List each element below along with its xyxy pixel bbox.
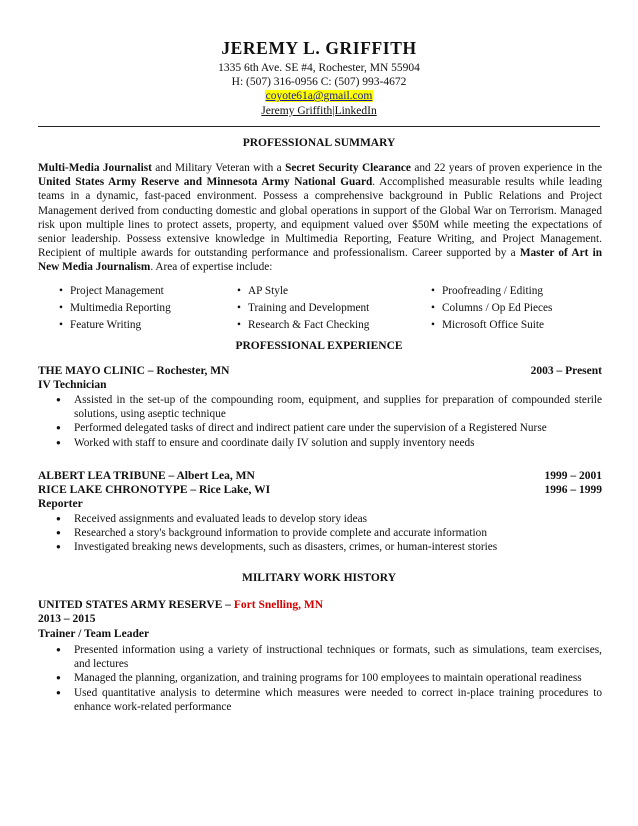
job2-bullets: [56, 512, 602, 555]
email-line: [0, 89, 638, 103]
summary-text-1: and Military Veteran with a: [151, 162, 286, 174]
list-item: ● Used quantitative analysis to determine which measures were needed to correct in-place training procedures to enhance work-related performance: [56, 686, 602, 714]
job2-employer-1: ALBERT LEA TRIBUNE – Albert Lea, MN: [38, 470, 255, 482]
military-bullets: [56, 643, 602, 714]
phone-numbers: H: (507) 316-0956 C: (507) 993-4672: [231, 76, 407, 88]
summary-text-3: . Accomplished measurable results while leading teams in a dynamic, fast-paced environment. Possess a comprehensive background in Public Relations and Project Management derived from conducting domestic and global operations in support of the Global War on Terrorism. Managed risk upon multiple lines to protect assets, property, and equipment valued over $50M while meeting the expectations of senior leadership. Possess extensive knowledge in Multimedia Reporting, Feature Writing, and Project Management. Recipient of multiple awards for outstanding performance and professionalism. Career supported by a: [38, 176, 602, 260]
address: 1335 6th Ave. SE #4, Rochester, MN 55904: [218, 62, 420, 74]
experience-heading: PROFESSIONAL EXPERIENCE: [235, 340, 403, 352]
summary-bold-3: United States Army Reserve and Minnesota Army National Guard: [38, 176, 373, 189]
job1-bullets: [56, 393, 602, 450]
military-location: Fort Snelling, MN: [233, 599, 324, 611]
job2-dates-1: 1999 – 2001: [544, 470, 602, 482]
list-item: ● Presented information using a variety of instructional techniques or formats, such as simulations, team exercises, and lectures: [56, 643, 602, 671]
summary-paragraph: [38, 161, 602, 275]
candidate-name: JEREMY L. GRIFFITH: [221, 38, 417, 58]
summary-bold-2: Secret Security Clearance: [285, 162, 411, 174]
header-divider: [38, 126, 600, 127]
job2-header-1: [38, 469, 602, 483]
linkedin-link[interactable]: Jeremy Griffith|LinkedIn: [261, 105, 377, 117]
job1-role: IV Technician: [38, 379, 107, 391]
list-item: ● Assisted in the set-up of the compounding room, equipment, and supplies for preparation of compounded sterile solutions, using aseptic technique: [56, 393, 602, 421]
military-role: Trainer / Team Leader: [38, 628, 150, 640]
list-item: ● Researched a story's background information to provide complete and accurate information: [56, 526, 602, 540]
skill-item: • Multimedia Reporting: [59, 302, 171, 314]
military-heading: MILITARY WORK HISTORY: [241, 572, 397, 584]
list-item: ● Managed the planning, organization, and training programs for 100 employees to maintain operational readiness: [56, 671, 602, 685]
job2-dates-2: 1996 – 1999: [544, 484, 602, 496]
list-item: ● Worked with staff to ensure and coordinate daily IV solution and supply inventory needs: [56, 436, 602, 450]
skill-item: • AP Style: [237, 285, 289, 297]
skill-item: • Research & Fact Checking: [237, 319, 370, 331]
skill-item: • Project Management: [59, 285, 164, 297]
summary-text-4: . Area of expertise include:: [150, 261, 273, 274]
military-org: UNITED STATES ARMY RESERVE –: [38, 599, 234, 611]
military-dates: 2013 – 2015: [38, 613, 96, 625]
skill-item: • Training and Development: [237, 302, 370, 314]
summary-heading: PROFESSIONAL SUMMARY: [242, 137, 396, 149]
linkedin-line: [0, 104, 638, 118]
skill-item: • Microsoft Office Suite: [431, 319, 545, 331]
military-org-line: [38, 598, 602, 612]
job1-header: [38, 364, 602, 378]
email-link[interactable]: coyote61a@gmail.com: [265, 90, 373, 102]
skill-item: • Proofreading / Editing: [431, 285, 544, 297]
job1-employer: THE MAYO CLINIC – Rochester, MN: [38, 365, 230, 377]
skill-item: • Columns / Op Ed Pieces: [431, 302, 553, 314]
skills-column-3: [424, 283, 552, 334]
job2-header-2: [38, 483, 602, 497]
skills-column-2: [230, 283, 369, 334]
job2-role: Reporter: [38, 498, 83, 510]
summary-bold-1: Multi-Media Journalist: [38, 162, 152, 174]
job1-dates: 2003 – Present: [530, 365, 602, 377]
list-item: ● Received assignments and evaluated leads to develop story ideas: [56, 512, 602, 526]
summary-bold-4: Master of Art in New Media Journalism: [38, 247, 602, 274]
job2-employer-2: RICE LAKE CHRONOTYPE – Rice Lake, WI: [38, 484, 271, 496]
skills-column-1: [52, 283, 171, 334]
summary-text-2: and 22 years of proven experience in the: [410, 162, 603, 174]
skill-item: • Feature Writing: [59, 319, 142, 331]
list-item: ● Performed delegated tasks of direct and indirect patient care under the supervision of a Registered Nurse: [56, 421, 602, 435]
list-item: ● Investigated breaking news developments, such as disasters, crimes, or human-interest stories: [56, 540, 602, 554]
